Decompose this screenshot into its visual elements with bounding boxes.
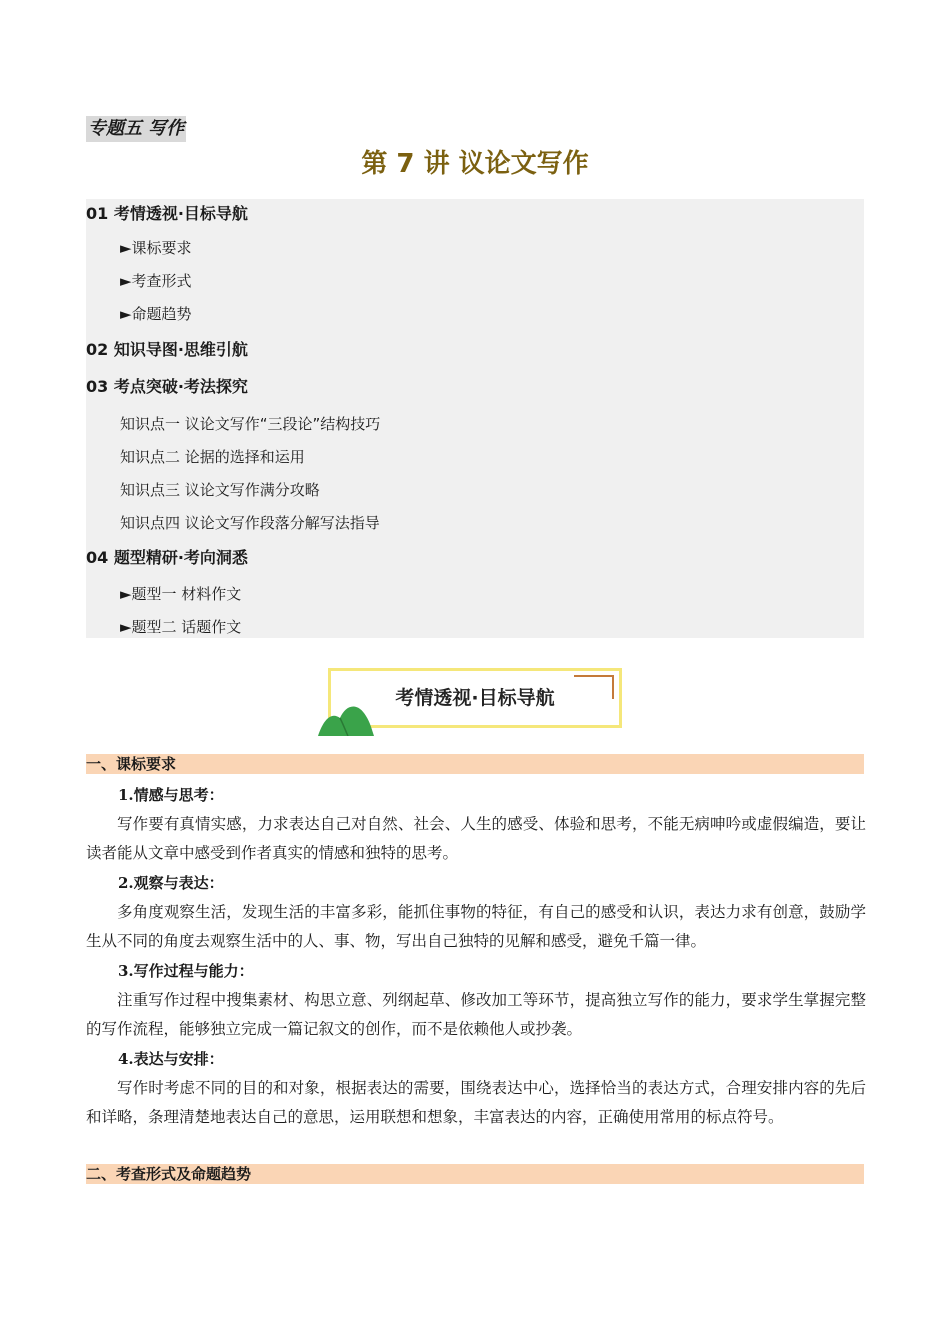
banner-accent-line bbox=[612, 675, 614, 699]
toc-section-3[interactable]: 03 考点突破·考法探究 bbox=[86, 377, 248, 396]
hill-icon bbox=[316, 702, 376, 736]
section-heading: 二、考查形式及命题趋势 bbox=[86, 1164, 864, 1184]
toc-item[interactable]: 知识点三 议论文写作满分攻略 bbox=[120, 481, 320, 499]
toc-item[interactable]: ►题型二 话题作文 bbox=[120, 618, 242, 636]
requirement-body: 写作时考虑不同的目的和对象，根据表达的需要，围绕表达中心，选择恰当的表达方式，合理安排内容的先后和详略，条理清楚地表达自己的意思，运用联想和想象，丰富表达的内容，正确使用常用的标点符号。 bbox=[86, 1079, 866, 1126]
toc-item[interactable]: 知识点二 论据的选择和运用 bbox=[120, 448, 305, 466]
toc-item[interactable]: ►课标要求 bbox=[120, 239, 192, 257]
requirement-body: 注重写作过程中搜集素材、构思立意、列纲起草、修改加工等环节，提高独立写作的能力，要求学生掌握完整的写作流程，能够独立完成一篇记叙文的创作，而不是依赖他人或抄袭。 bbox=[86, 991, 866, 1038]
banner-title: 考情透视·目标导航 bbox=[395, 687, 555, 709]
section-heading: 一、课标要求 bbox=[86, 754, 864, 774]
requirement-title: 2.观察与表达： bbox=[118, 874, 224, 892]
section-banner bbox=[316, 664, 636, 748]
toc-item[interactable]: ►命题趋势 bbox=[120, 305, 192, 323]
banner-accent-line bbox=[574, 675, 612, 677]
requirement-body: 写作要有真情实感，力求表达自己对自然、社会、人生的感受、体验和思考，不能无病呻吟或虚假编造，要让读者能从文章中感受到作者真实的情感和独特的思考。 bbox=[86, 815, 866, 862]
requirement-body: 多角度观察生活，发现生活的丰富多彩，能抓住事物的特征，有自己的感受和认识，表达力求有创意，鼓励学生从不同的角度去观察生活中的人、事、物，写出自己独特的见解和感受，避免千篇一律。 bbox=[86, 903, 866, 950]
toc-section-1[interactable]: 01 考情透视·目标导航 bbox=[86, 204, 248, 223]
requirement-title: 1.情感与思考： bbox=[118, 786, 224, 804]
lecture-title: 第 7 讲 议论文写作 bbox=[361, 149, 589, 179]
toc-section-2[interactable]: 02 知识导图·思维引航 bbox=[86, 340, 248, 359]
toc-section-4[interactable]: 04 题型精研·考向洞悉 bbox=[86, 548, 248, 567]
requirement-title: 3.写作过程与能力： bbox=[118, 962, 254, 980]
requirement-title: 4.表达与安排： bbox=[118, 1050, 224, 1068]
toc-item[interactable]: 知识点一 议论文写作“三段论”结构技巧 bbox=[120, 415, 381, 433]
table-of-contents bbox=[86, 199, 864, 638]
topic-tag: 专题五 写作 bbox=[86, 116, 186, 142]
toc-item[interactable]: ►考查形式 bbox=[120, 272, 192, 290]
toc-item[interactable]: 知识点四 议论文写作段落分解写法指导 bbox=[120, 514, 380, 532]
toc-item[interactable]: ►题型一 材料作文 bbox=[120, 585, 242, 603]
